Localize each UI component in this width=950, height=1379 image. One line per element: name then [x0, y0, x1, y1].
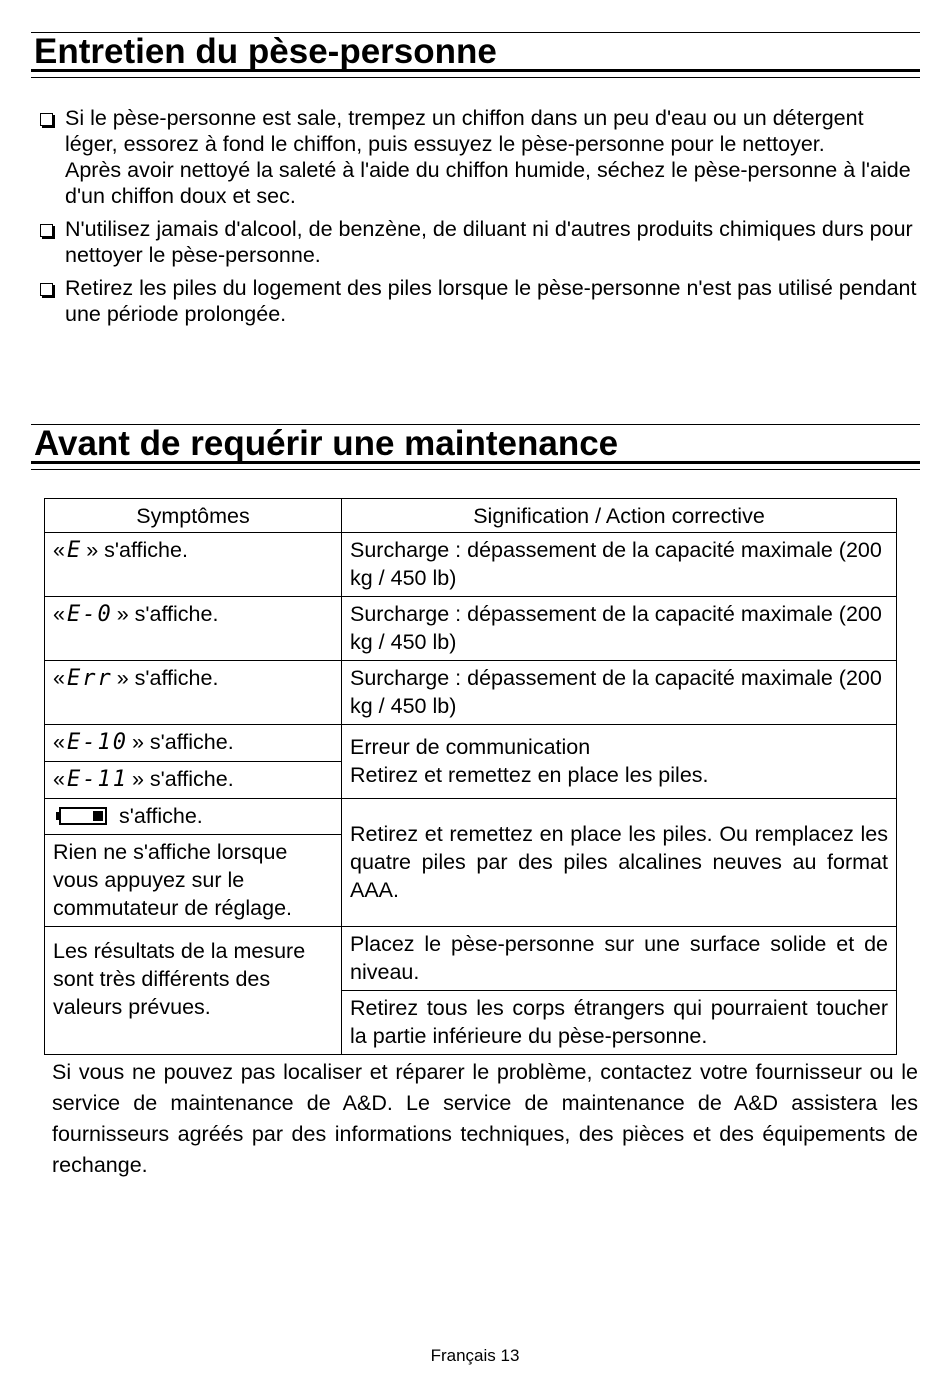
meaning-cell: Retirez et remettez en place les piles. Ou remplacez les quatre piles par des piles alcalines neuves au format AAA. [342, 799, 897, 927]
quote-open: « [53, 538, 65, 562]
list-item [38, 216, 918, 268]
symptom-cell [45, 762, 342, 799]
table-header-row [45, 499, 897, 533]
list-item [38, 105, 918, 209]
meaning-cell: Retirez tous les corps étrangers qui pourraient toucher la partie inférieure du pèse-personne. [342, 991, 897, 1055]
section-title: Avant de requérir une maintenance [34, 424, 619, 463]
column-header-symptoms: Symptômes [45, 499, 342, 533]
meaning-line: Retirez et remettez en place les piles. [350, 763, 709, 787]
table-row [45, 927, 897, 991]
display-code: E-11 [66, 767, 128, 792]
checkbox-bullet-icon [40, 283, 53, 296]
symptom-cell [45, 597, 342, 661]
checkbox-bullet-icon [40, 224, 53, 237]
table-row [45, 661, 897, 725]
bullet-text: Si le pèse-personne est sale, trempez un chiffon dans un peu d'eau ou un détergent léger, essorez à fond le chiffon, puis essuyez le pèse-personne pour le nettoyer. [65, 106, 864, 156]
display-code: E-0 [66, 602, 113, 627]
quote-open: « [53, 730, 65, 754]
table-row [45, 725, 897, 762]
symptom-cell [45, 533, 342, 597]
page-footer: Français 13 [430, 1346, 520, 1365]
display-code: E [66, 538, 83, 563]
bullet-text: N'utilisez jamais d'alcool, de benzène, de diluant ni d'autres produits chimiques durs pour nettoyer le pèse-personne. [65, 217, 913, 267]
symptom-cell [45, 661, 342, 725]
column-header-meaning: Signification / Action corrective [342, 499, 897, 533]
symptom-text: s'affiche. [119, 804, 203, 828]
quote-open: « [53, 767, 65, 791]
quote-close: » s'affiche. [116, 602, 219, 626]
closing-paragraph: Si vous ne pouvez pas localiser et réparer le problème, contactez votre fournisseur ou le service de maintenance de A&D. Le service de maintenance de A&D assistera les fournisseurs agréés par des informations techniques, des pièces et des équipements de rechange. [52, 1060, 918, 1177]
meaning-cell: Surcharge : dépassement de la capacité maximale (200 kg / 450 lb) [342, 597, 897, 661]
table-row [45, 799, 897, 835]
meaning-cell: Surcharge : dépassement de la capacité maximale (200 kg / 450 lb) [342, 661, 897, 725]
symptom-cell [45, 799, 342, 835]
low-battery-icon [59, 807, 107, 825]
section-title: Entretien du pèse-personne [34, 32, 497, 71]
quote-open: « [53, 666, 65, 690]
quote-close: » s'affiche. [86, 538, 188, 562]
table-row [45, 533, 897, 597]
meaning-cell: Surcharge : dépassement de la capacité maximale (200 kg / 450 lb) [342, 533, 897, 597]
symptom-cell [45, 725, 342, 762]
quote-open: « [53, 602, 65, 626]
display-code: Err [66, 666, 113, 691]
symptom-cell: Rien ne s'affiche lorsque vous appuyez sur le commutateur de réglage. [45, 835, 342, 927]
list-item [38, 275, 918, 327]
troubleshooting-table [44, 498, 897, 1055]
symptom-cell: Les résultats de la mesure sont très différents des valeurs prévues. [45, 927, 342, 1055]
meaning-line: Erreur de communication [350, 735, 591, 759]
quote-close: » s'affiche. [131, 767, 234, 791]
section-heading-service [31, 424, 920, 470]
display-code: E-10 [66, 730, 128, 755]
quote-close: » s'affiche. [116, 666, 219, 690]
meaning-cell: Placez le pèse-personne sur une surface solide et de niveau. [342, 927, 897, 991]
care-instructions-list [38, 105, 918, 334]
checkbox-bullet-icon [40, 113, 53, 126]
meaning-cell [342, 725, 897, 799]
bullet-text: Retirez les piles du logement des piles lorsque le pèse-personne n'est pas utilisé pendant une période prolongée. [65, 276, 917, 326]
bullet-text: Après avoir nettoyé la saleté à l'aide du chiffon humide, séchez le pèse-personne à l'aide d'un chiffon doux et sec. [65, 158, 911, 208]
section-heading-maintenance [31, 32, 920, 78]
table-row [45, 597, 897, 661]
quote-close: » s'affiche. [131, 730, 234, 754]
